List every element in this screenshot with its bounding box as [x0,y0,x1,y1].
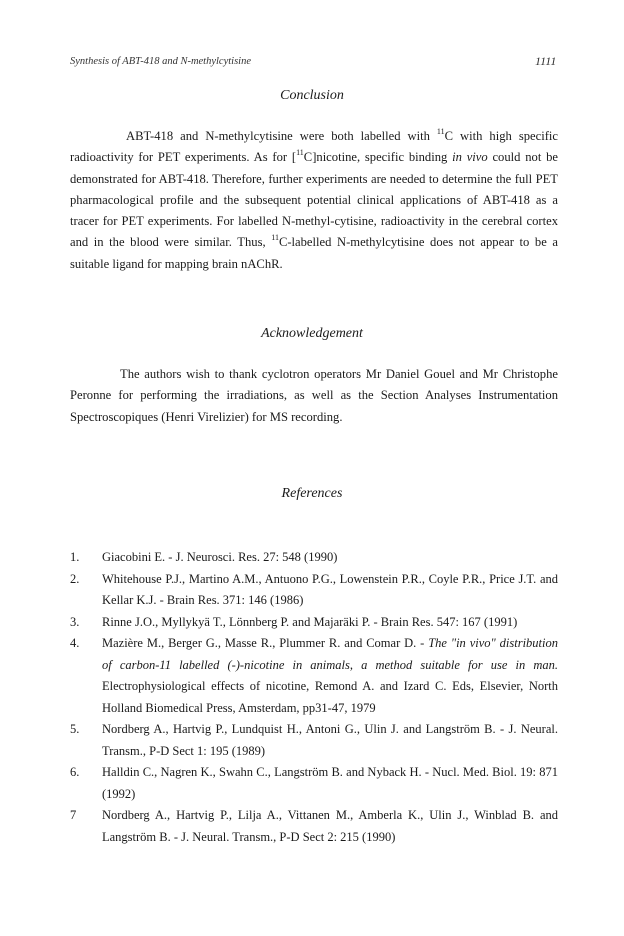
acknowledgement-title: Acknowledgement [261,326,363,341]
conclusion-sup-3: 11 [271,233,279,243]
references-title: References [281,486,343,501]
acknowledgement-text: The authors wish to thank cyclotron operators Mr Daniel Gouel and Mr Christophe Peronne for performing the irradiations, as well as the Section Analyses Instrumentation Spectroscopiques (Henri Virelizier) for MS recording. [70,367,558,424]
reference-item [70,633,558,719]
reference-text-source: Electrophysiological effects of nicotine, Remond A. and Izard C. Eds, Elsevier, North Holland Biomedical Press, Amsterdam, pp31-47, 1979 [102,679,558,715]
reference-text: Halldin C., Nagren K., Swahn C., Langström B. and Nyback H. - Nucl. Med. Biol. 19: 871 (1992) [102,765,558,801]
reference-number: 5. [70,722,80,736]
conclusion-paragraph [70,126,558,275]
reference-number: 7 [70,808,77,822]
conclusion-sup-2: 11 [296,148,304,158]
reference-text: Giacobini E. - J. Neurosci. Res. 27: 548 (1990) [102,550,338,564]
reference-number: 1. [70,550,80,564]
reference-item [70,612,558,634]
reference-text: Nordberg A., Hartvig P., Lundquist H., Antoni G., Ulin J. and Langström B. - J. Neural. Transm., P-D Sect 1: 195 (1989) [102,722,558,758]
reference-item [70,805,558,848]
reference-text-italic-title: The "in vivo" distribution of carbon-11 labelled (-)-nicotine in animals, a method suitable for use in man. [102,636,558,672]
reference-number: 3. [70,614,80,629]
conclusion-sup-1: 11 [436,126,445,136]
reference-number: 4. [70,636,80,650]
reference-text [102,633,558,719]
reference-text: Whitehouse P.J., Martino A.M., Antuono P.G., Lowenstein P.R., Coyle P.R., Price J.T. and Kellar K.J. - Brain Res. 371: 146 (1986) [102,571,558,607]
reference-item [70,719,558,762]
reference-number: 2. [70,571,80,586]
conclusion-title: Conclusion [280,88,344,103]
page-number: 1111 [535,54,557,68]
conclusion-text-1: ABT-418 and N-methylcytisine were both labelled with [126,129,437,143]
conclusion-text-3: C]nicotine, specific binding [303,150,453,165]
reference-item [70,569,558,612]
reference-item [70,547,558,569]
conclusion-text-4: could not be demonstrated for ABT-418. Therefore, further experiments are needed to determine the full PET pharmacological profile and the subsequent potential clinical applications of ABT-418 as a tracer for PET experiments. For labelled N-methyl-cytisine, radioactivity in the cerebral cortex and in the blood were similar. Thus, [70,150,558,250]
conclusion-text-5: C-labelled N-methylcytisine does not appear to be a suitable ligand for mapping brain nAChR. [70,235,558,271]
running-head: Synthesis of ABT-418 and N-methylcytisine [70,56,251,67]
reference-number: 6. [70,765,80,779]
reference-text-authors: Mazière M., Berger G., Masse R., Plummer R. and Comar D. - [102,636,429,650]
reference-list [70,547,558,848]
reference-item [70,762,558,805]
reference-text: Rinne J.O., Myllykyä T., Lönnberg P. and Majaräki P. - Brain Res. 547: 167 (1991) [102,614,518,629]
conclusion-text-in-vivo: in vivo [452,150,488,165]
reference-text: Nordberg A., Hartvig P., Lilja A., Vittanen M., Amberla K., Ulin J., Winblad B. and Langström B. - J. Neural. Transm., P-D Sect 2: 215 (1990) [102,808,558,844]
conclusion-text-2: C with high specific radioactivity for PET experiments. As for [ [70,129,558,165]
acknowledgement-paragraph [70,364,558,428]
